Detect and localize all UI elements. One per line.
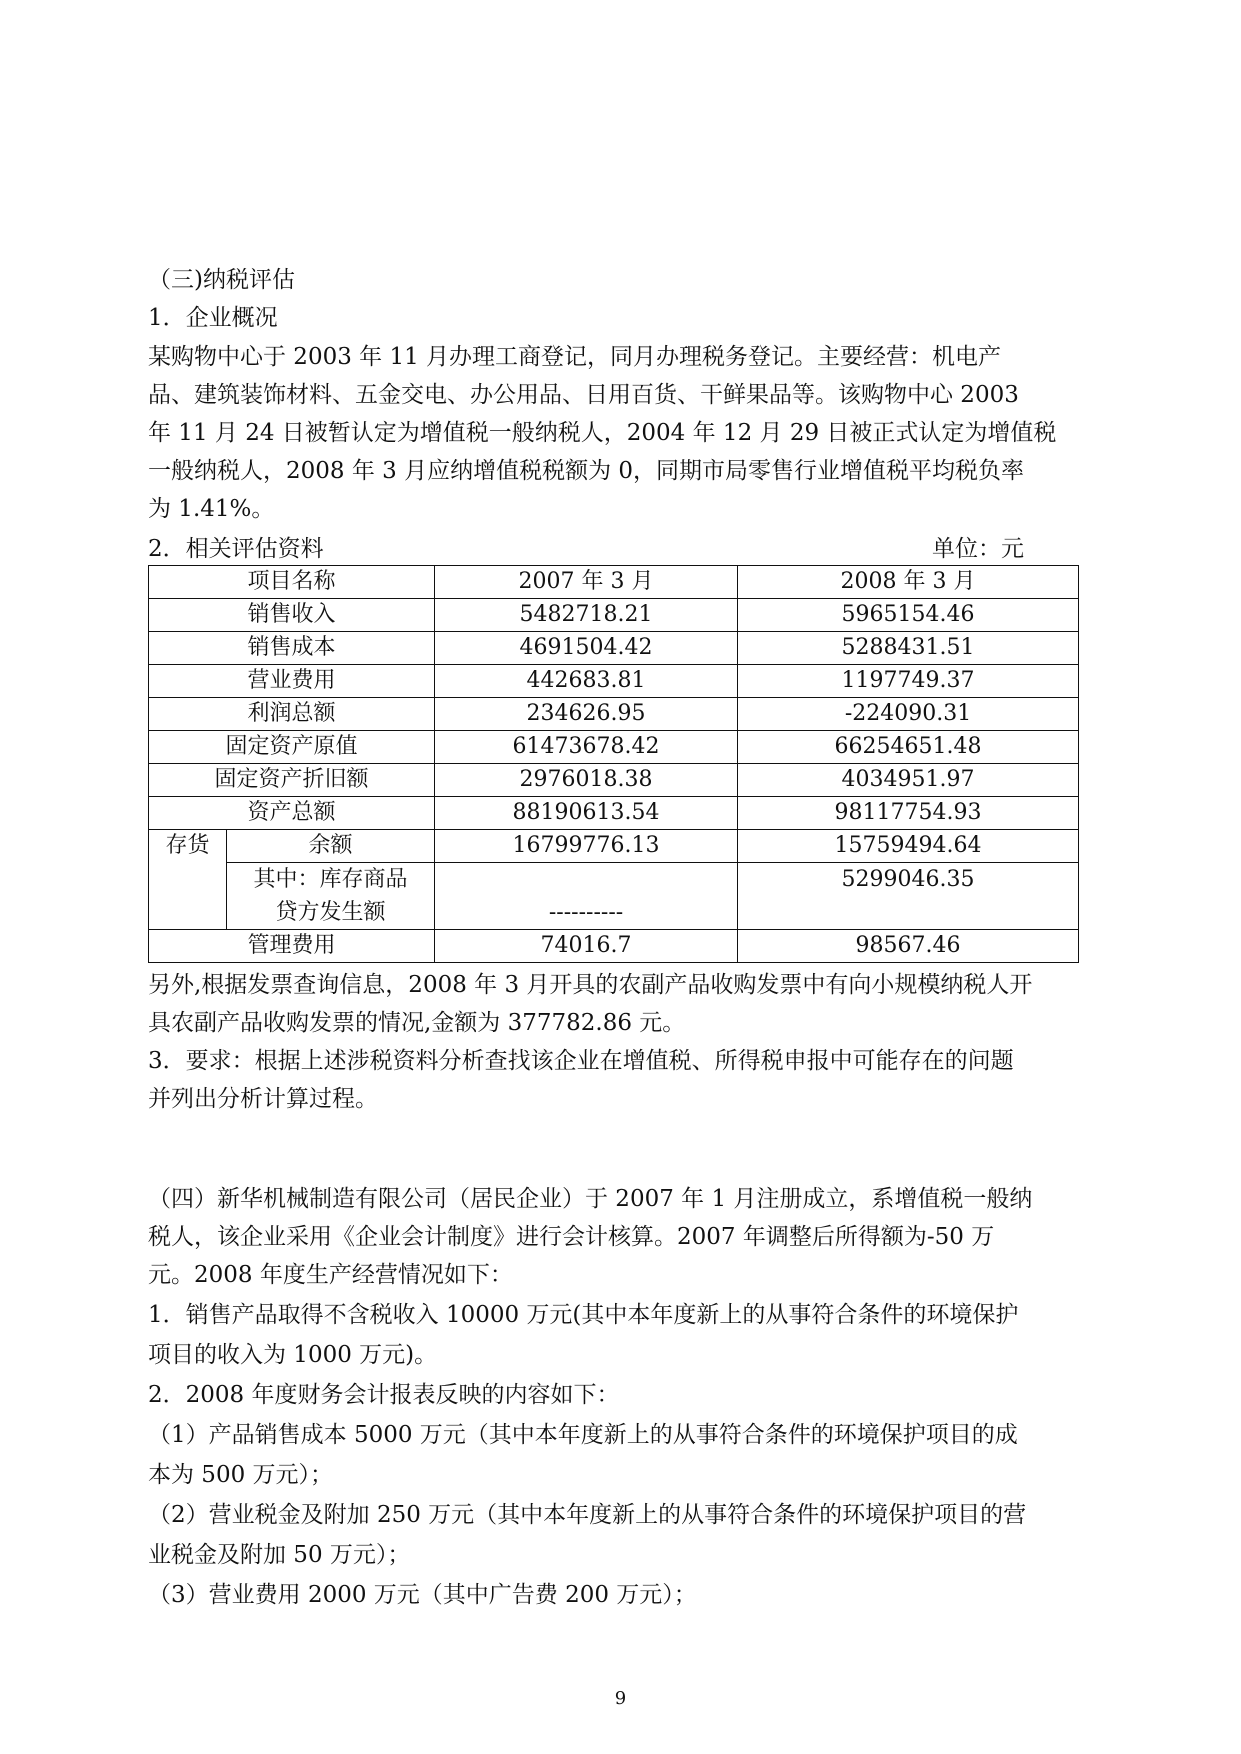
table-row [149,797,1079,830]
table-header-row [149,566,1079,599]
table-row [149,764,1079,797]
row-value-2008: 15759494.64 [738,830,1079,863]
table-row [149,731,1079,764]
table-row [149,930,1079,963]
row-name-line: 贷方发生额 [275,900,386,925]
header-item-name: 项目名称 [149,566,435,599]
row-value-2008: 66254651.48 [738,731,1079,764]
row-name: 利润总额 [149,698,435,731]
unit-label: 单位：元 [932,536,1024,562]
row-name-line: 其中：库存商品 [253,867,408,892]
row-value-2008: 4034951.97 [738,764,1079,797]
row-value-2007: 74016.7 [435,930,738,963]
row-value-2007: 2976018.38 [435,764,738,797]
section-heading: （四）新华机械制造有限公司（居民企业）于 2007 年 1 月注册成立，系增值税一般纳 [148,1186,1033,1212]
row-value-2007: 234626.95 [435,698,738,731]
row-value-2008: 5965154.46 [738,599,1079,632]
row-value-2007: ---------- [435,863,738,930]
row-value-2008: 5288431.51 [738,632,1079,665]
paragraph-line: 一般纳税人，2008 年 3 月应纳增值税税额为 0，同期市局零售行业增值税平均税负率 [148,458,1025,484]
paragraph-line: （2）营业税金及附加 250 万元（其中本年度新上的从事符合条件的环境保护项目的营 [148,1502,1027,1528]
row-value-2008: 98567.46 [738,930,1079,963]
header-2007: 2007 年 3 月 [435,566,738,599]
row-value-2007: 88190613.54 [435,797,738,830]
row-name: 销售成本 [149,632,435,665]
paragraph-line: 为 1.41%。 [148,496,275,522]
row-value-2007: 4691504.42 [435,632,738,665]
table-row [149,830,1079,863]
paragraph-line: 并列出分析计算过程。 [148,1086,378,1112]
paragraph-line: 2．2008 年度财务会计报表反映的内容如下： [148,1382,620,1408]
paragraph-line: 项目的收入为 1000 万元)。 [148,1342,438,1368]
row-value-2007: 442683.81 [435,665,738,698]
section-heading: （三)纳税评估 [148,267,295,293]
assessment-table [148,565,1079,963]
row-value-2008: 98117754.93 [738,797,1079,830]
page-number: 9 [614,1688,627,1709]
table-row [149,632,1079,665]
subheading-materials: 2．相关评估资料 [148,536,324,562]
paragraph-line: 本为 500 万元）； [148,1462,334,1488]
table-row [149,698,1079,731]
paragraph-line: 元。2008 年度生产经营情况如下： [148,1262,513,1288]
paragraph-line: （1）产品销售成本 5000 万元（其中本年度新上的从事符合条件的环境保护项目的成 [148,1422,1018,1448]
requirement-line: 3．要求：根据上述涉税资料分析查找该企业在增值税、所得税申报中可能存在的问题 [148,1048,1014,1074]
row-value-2008: -224090.31 [738,698,1079,731]
paragraph-line: 1．销售产品取得不含税收入 10000 万元(其中本年度新上的从事符合条件的环境保护 [148,1302,1019,1328]
paragraph-line: 品、建筑装饰材料、五金交电、办公用品、日用百货、干鲜果品等。该购物中心 2003 [148,382,1019,408]
paragraph-line: 另外,根据发票查询信息，2008 年 3 月开具的农副产品收购发票中有向小规模纳税人开 [148,972,1033,998]
row-value-2007: 16799776.13 [435,830,738,863]
row-value-2008: 1197749.37 [738,665,1079,698]
row-value-2007: 61473678.42 [435,731,738,764]
paragraph-line: 具农副产品收购发票的情况,金额为 377782.86 元。 [148,1010,686,1036]
table-row [149,863,1079,930]
row-name: 余额 [227,830,435,863]
paragraph-line: （3）营业费用 2000 万元（其中广告费 200 万元）； [148,1582,697,1608]
row-value-2007: 5482718.21 [435,599,738,632]
row-value-2008: 5299046.35 [738,863,1079,930]
row-name: 销售收入 [149,599,435,632]
inventory-label: 存货 [149,830,227,930]
table-row [149,665,1079,698]
row-name: 管理费用 [149,930,435,963]
table-row [149,599,1079,632]
row-name: 固定资产原值 [149,731,435,764]
row-name: 资产总额 [149,797,435,830]
subheading-overview: 1．企业概况 [148,305,278,331]
header-2008: 2008 年 3 月 [738,566,1079,599]
paragraph-line: 年 11 月 24 日被暂认定为增值税一般纳税人，2004 年 12 月 29 日被正式认定为增值税 [148,420,1057,446]
paragraph-line: 某购物中心于 2003 年 11 月办理工商登记，同月办理税务登记。主要经营：机电产 [148,344,1002,370]
row-name: 固定资产折旧额 [149,764,435,797]
paragraph-line: 税人，该企业采用《企业会计制度》进行会计核算。2007 年调整后所得额为-50 万 [148,1224,995,1250]
row-name: 营业费用 [149,665,435,698]
row-name [227,863,435,930]
paragraph-line: 业税金及附加 50 万元）； [148,1542,411,1568]
